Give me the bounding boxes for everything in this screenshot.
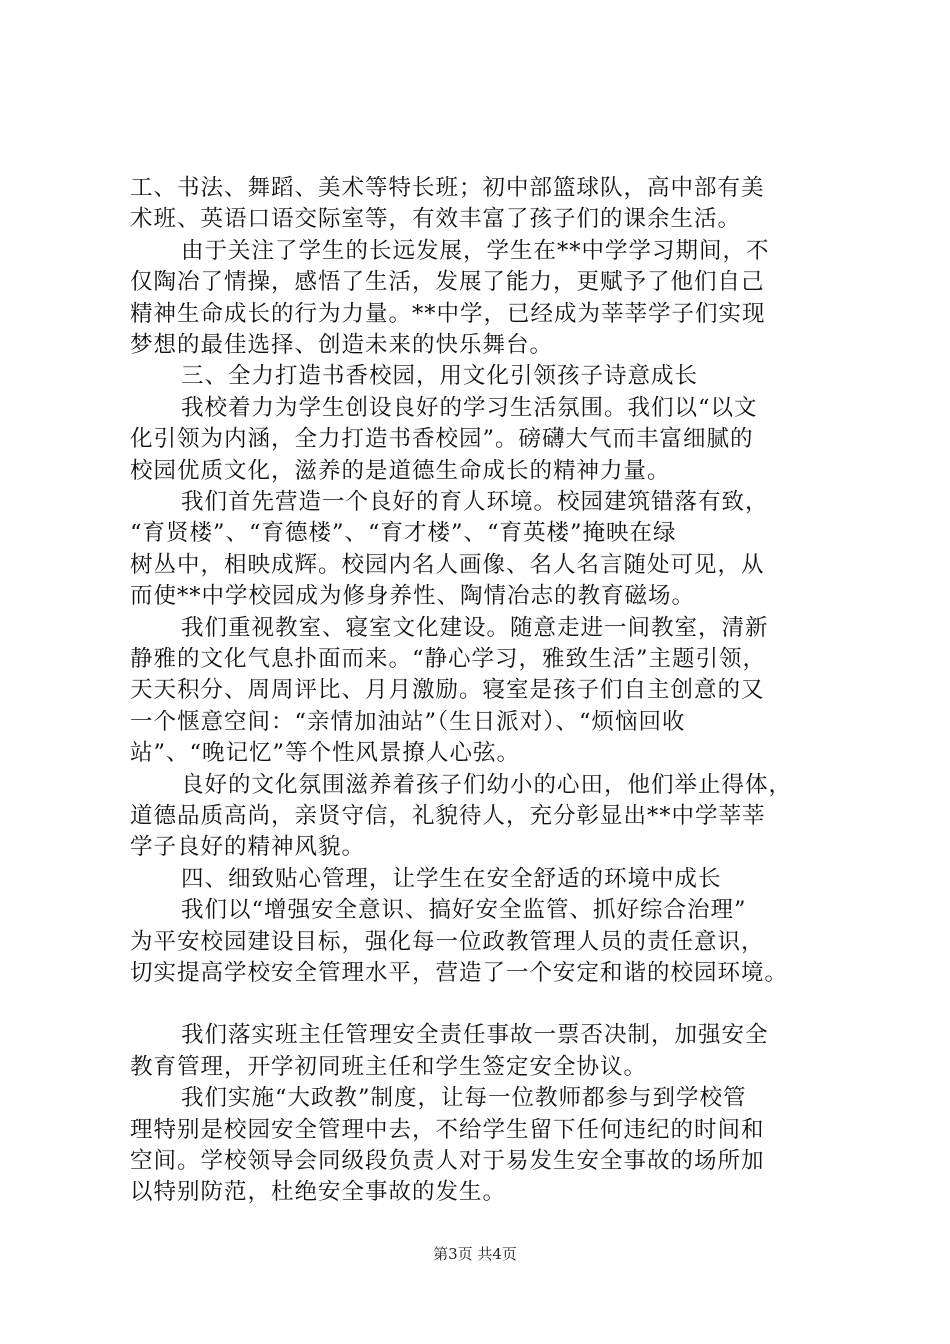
text-line: 我校着力为学生创设良好的学习生活氛围。我们以“以文 (181, 395, 758, 421)
text-line: 一个惬意空间：“亲情加油站”（生日派对）、“烦恼回收 (130, 709, 686, 735)
text-line: 校园优质文化，滋养的是道德生命成长的精神力量。 (130, 458, 671, 484)
text-line: 梦想的最佳选择、创造未来的快乐舞台。 (130, 332, 554, 358)
text-line: 术班、英语口语交际室等，有效丰富了孩子们的课余生活。 (130, 206, 742, 232)
text-line: 良好的文化氛围滋养着孩子们幼小的心田，他们举止得体， (181, 772, 793, 798)
text-line: 天天积分、周周评比、月月激励。寝室是孩子们自主创意的又 (130, 677, 765, 703)
text-line: 以特别防范，杜绝安全事故的发生。 (130, 1179, 507, 1205)
text-line: 静雅的文化气息扑面而来。“静心学习，雅致生活”主题引领， (130, 646, 767, 672)
text-line: 教育管理，开学初同班主任和学生签定安全协议。 (130, 1054, 648, 1080)
text-line: 为平安校园建设目标，强化每一位政教管理人员的责任意识， (130, 929, 765, 955)
text-line: 切实提高学校安全管理水平，营造了一个安定和谐的校园环境。 (130, 960, 789, 986)
text-line: 我们重视教室、寝室文化建设。随意走进一间教室，清新 (181, 615, 769, 641)
text-line: 工、书法、舞蹈、美术等特长班；初中部篮球队，高中部有美 (130, 175, 765, 201)
section-heading: 三、全力打造书香校园，用文化引领孩子诗意成长 (181, 363, 699, 389)
text-line: 道德品质高尚，亲贤守信，礼貌待人，充分彰显出**中学莘莘 (130, 803, 766, 829)
text-line: 我们实施“大政教”制度，让每一位教师都参与到学校管 (181, 1085, 747, 1111)
text-line: 我们首先营造一个良好的育人环境。校园建筑错落有致， (181, 489, 769, 515)
text-line: 由于关注了学生的长远发展，学生在**中学学习期间，不 (181, 238, 770, 264)
text-line: 我们落实班主任管理安全责任事故一票否决制，加强安全 (181, 1022, 769, 1048)
text-line: 空间。学校领导会同级段负责人对于易发生安全事故的场所加 (130, 1148, 765, 1174)
text-line: 化引领为内涵，全力打造书香校园”。磅礴大气而丰富细腻的 (130, 426, 754, 452)
section-heading: 四、细致贴心管理，让学生在安全舒适的环境中成长 (181, 866, 722, 892)
text-line: 而使**中学校园成为修身养性、陶情冶志的教育磁场。 (130, 583, 696, 609)
text-line: 仅陶冶了情操，感悟了生活，发展了能力，更赋予了他们自己 (130, 269, 765, 295)
text-line: “育贤楼”、“育德楼”、“育才楼”、“育英楼”掩映在绿 (130, 520, 677, 546)
text-line: 学子良好的精神风貌。 (130, 834, 366, 860)
text-line: 我们以“增强安全意识、搞好安全监管、抓好综合治理” (181, 897, 747, 923)
text-line: 站”、“晚记忆”等个性风景撩人心弦。 (130, 740, 521, 766)
text-line: 精神生命成长的行为力量。**中学，已经成为莘莘学子们实现 (130, 301, 766, 327)
page-number-footer: 第3页 共4页 (433, 1245, 517, 1263)
text-line: 理特别是校园安全管理中去，不给学生留下任何违纪的时间和 (130, 1117, 765, 1143)
text-line: 树丛中，相映成辉。校园内名人画像、名人名言随处可见，从 (130, 552, 765, 578)
